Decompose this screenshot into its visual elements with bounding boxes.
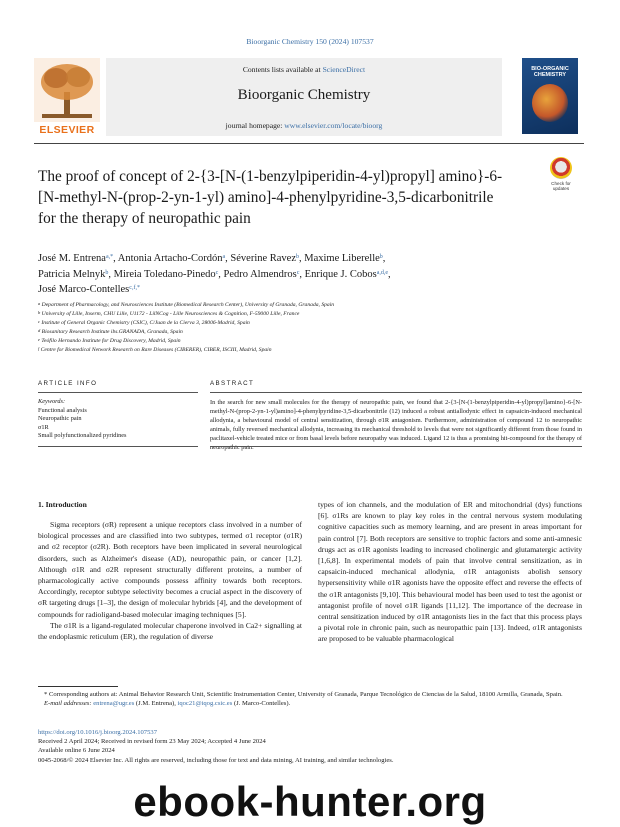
affiliation-item <box>38 319 583 328</box>
email-link-entrena[interactable]: entrena@ugr.es <box>93 700 135 708</box>
corresponding-author-footnote <box>38 690 583 708</box>
author-name[interactable]: José M. Entrena <box>38 253 106 264</box>
abstract-bottom-divider <box>210 446 582 447</box>
email-link-marco[interactable]: iqoc21@iqog.csic.es <box>177 700 233 708</box>
affiliation-item <box>38 301 583 310</box>
author-affiliation-marker[interactable]: c <box>296 269 300 276</box>
affiliation-key: c <box>38 318 40 324</box>
journal-title: Bioorganic Chemistry <box>237 87 371 103</box>
author-affiliation-marker[interactable]: c <box>215 269 219 276</box>
header-divider <box>34 143 584 144</box>
elsevier-tree-icon <box>34 58 100 122</box>
body-paragraph: Sigma receptors (σR) represent a unique receptors class involved in a number of biological processes and are classified into two subtypes, termed σ1 receptor (σ1R) and σ2 receptor (σ2R). Both receptors have been implicated in several neurological disorders, such as Alzheimer's disease (AD), neuropathic pain, or cancer [1,2]. Although σ1R and σ2R represent structurally different proteins, a number of pharmacologically active compounds possess affinity towards both receptors. Accordingly, receptor subtype selectivity becomes a crucial aspect in the discovery of σR targeting drugs [1–3], the design of molecular hybrids [4], and the development of compounds for radioligand-based molecular imaging techniques [5]. <box>38 520 302 619</box>
corresponding-note: * Corresponding authors at: Animal Behavior Research Unit, Scientific Instrumentation Center, University of Granada, Parque Tecnológico de Ciencias de la Salud, 18100 Armilla, Granada, Spain. <box>44 691 563 698</box>
abstract-divider <box>210 392 582 393</box>
affiliation-list <box>38 301 583 354</box>
abstract-heading: ABSTRACT <box>210 380 255 387</box>
keyword-item: Functional analysis <box>38 406 87 414</box>
introduction-heading: 1. Introduction <box>38 500 87 509</box>
author-name[interactable]: Patricia Melnyk <box>38 268 106 280</box>
affiliation-key: f <box>38 345 40 351</box>
author-affiliation-marker[interactable]: c,f,* <box>129 285 140 291</box>
affiliation-text: Institute of General Organic Chemistry (CSIC), C/Juan de la Cierva 3, 28006-Madrid, Spain <box>40 319 250 326</box>
journal-reference[interactable]: Bioorganic Chemistry 150 (2024) 107537 <box>246 37 374 46</box>
homepage-link[interactable]: www.elsevier.com/locate/bioorg <box>284 121 383 130</box>
sciencedirect-link[interactable]: ScienceDirect <box>322 65 366 74</box>
author-affiliation-marker[interactable]: a,* <box>105 254 114 260</box>
author-name[interactable]: Enrique J. Cobos <box>304 268 377 280</box>
journal-masthead <box>34 58 584 138</box>
affiliation-key: a <box>38 301 41 306</box>
affiliation-text: Biosanitary Research Institute ibs.GRANADA, Granada, Spain <box>40 328 183 335</box>
affiliation-item <box>38 310 583 319</box>
cover-artwork <box>532 84 568 122</box>
author-name[interactable]: José Marco-Contelles <box>38 284 130 295</box>
homepage-line <box>106 121 502 130</box>
author-affiliation-marker[interactable]: a <box>222 254 226 260</box>
keyword-item: σ1R <box>38 423 49 431</box>
article-info-heading: ARTICLE INFO <box>38 380 98 387</box>
journal-cover-image <box>522 58 578 134</box>
masthead-center-panel <box>106 58 502 136</box>
doi-link[interactable]: https://doi.org/10.1016/j.bioorg.2024.107537 <box>38 729 157 736</box>
author-name[interactable]: Séverine Ravez <box>230 253 297 264</box>
author-affiliation-marker[interactable]: a,d,e <box>376 269 389 276</box>
author-name[interactable]: Mireia Toledano-Pinedo <box>113 268 216 280</box>
emails-label: E-mail addresses: <box>44 700 92 708</box>
affiliation-text: University of Lille, Inserm, CHU Lille, U1172 - LilNCog - Lille Neurosciences & Cognition, F-59000 Lille, France <box>40 310 300 317</box>
article-info-bottom-divider <box>38 446 198 447</box>
affiliation-key: b <box>38 309 41 315</box>
keyword-item: Small polyfunctionalized pyridines <box>38 432 127 440</box>
cover-title: BIO-ORGANIC CHEMISTRY <box>531 66 569 78</box>
author-name[interactable]: Pedro Almendros <box>223 268 297 280</box>
body-paragraph: The σ1R is a ligand-regulated molecular chaperone involved in Ca2+ signalling at the endoplasmic reticulum (ER), the regulation of diverse <box>38 620 302 642</box>
author-affiliation-marker[interactable]: b <box>296 254 300 260</box>
check-updates-label: Check for updates <box>551 181 571 191</box>
keywords-label: Keywords: <box>38 398 66 405</box>
author-list: José M. Entrena$^{a,*}$, Antonia Artacho-Cordón$^a$, Séverine Ravez$^b$, Maxime Liberelle$^b$, Patricia Melnyk$^b$, Mireia Toledano-Pinedo$^c$, Pedro Almendros$^c$, Enrique J. Cobos$^{a,d,e}$, José Marco-Contelles$^{c,f,*}$ <box>38 253 391 295</box>
author-name[interactable]: Maxime Liberelle <box>304 253 380 264</box>
affiliation-item <box>38 337 583 346</box>
author-name[interactable]: Antonia Artacho-Cordón <box>117 253 223 264</box>
footnote-divider <box>38 686 118 687</box>
elsevier-logo <box>34 58 100 134</box>
email-owner: (J.M. Entrena), <box>135 700 176 708</box>
watermark: ebook-hunter.org <box>133 778 487 825</box>
affiliation-key: e <box>38 336 40 342</box>
article-title: The proof of concept of 2-{3-[N-(1-benzylpiperidin-4-yl)propyl] amino}-6-[N-methyl-N-(prop-2-yn-1-yl) amino]-4-phenylpyridine-3,5-dicarbonitrile for the therapy of neuropathic pain <box>38 168 503 227</box>
affiliation-text: Centre for Biomedical Network Research on Rare Diseases (CIBERER), CIBER, ISCIII, Madrid, Spain <box>39 346 272 353</box>
author-affiliation-marker[interactable]: b <box>379 254 383 260</box>
elsevier-wordmark: ELSEVIER <box>39 124 95 136</box>
affiliation-key: d <box>38 327 41 333</box>
article-info-divider <box>38 392 198 393</box>
contents-line <box>106 65 502 74</box>
available-online: Available online 6 June 2024 <box>38 747 115 755</box>
affiliation-item <box>38 328 583 337</box>
homepage-prefix: journal homepage: <box>225 121 285 130</box>
publication-history <box>38 728 583 765</box>
copyright-notice: 0045-2068/© 2024 Elsevier Inc. All rights are reserved, including those for text and data mining, AI training, and similar technologies. <box>38 756 394 764</box>
keywords-block <box>38 398 198 441</box>
email-owner: (J. Marco-Contelles). <box>233 700 291 708</box>
keyword-item: Neuropathic pain <box>38 415 82 423</box>
affiliation-item <box>38 346 583 355</box>
check-for-updates-button[interactable] <box>546 157 576 191</box>
body-paragraph: types of ion channels, and the modulation of ER and mitochondrial (dys) functions [6]. σ1Rs are known to play key roles in the central nervous system modulating cognitive capacities such as memory learning, and are present in areas important for pain control [7]. Both receptors are sensitive to trophic factors and some anti-amnesic drugs act as σ1R agonists leading to increased cholinergic and glutamatergic activity [1,6,8]. In experimental models of pain that involve central sensitization, as in capsaicin-induced mechanical allodynia, σ1R antagonists abolish sensory hypersensitivity while σ1R agonists have the opposite effect and reverse the effects of the σ1R antagonists [9,10]. This behavioural model has been used to test the agonist or antagonist profile of novel σ1R ligands [11,12]. The importance of the decrease in central sensitization induced by σ1R antagonists lies in the fact that this process plays a pivotal role in chronic pain, such as neuropathic pain [13]. Indeed, σ1R antagonists are proposed to be valuable pharmacological <box>318 500 582 644</box>
check-updates-icon <box>550 157 572 179</box>
body-column-right <box>318 499 582 645</box>
affiliation-text: Teófilo Hernando Institute for Drug Discovery, Madrid, Spain <box>40 337 181 344</box>
affiliation-text: Department of Pharmacology, and Neurosciences Institute (Biomedical Research Center), University of Granada, Granada, Spain <box>40 302 335 308</box>
received-dates: Received 2 April 2024; Received in revised form 23 May 2024; Accepted 4 June 2024 <box>38 738 266 746</box>
contents-prefix: Contents lists available at <box>242 65 323 74</box>
body-column-left <box>38 519 302 642</box>
abstract-text: In the search for new small molecules for the therapy of neuropathic pain, we found that 2-{3-[N-(1-benzylpiperidin-4-yl)propyl]amino}-6-[N-methyl-N-(prop-2-yn-1-yl)amino]-4-phenylpyridine-3,5-dicarbonitrile (12) induced a robust antiallodynic effect in capsaicin-induced mechanical allodynia, a behavioural model of central sensitization, through σ1R antagonism. Furthermore, administration of compound 12 to neuropathic animals, fully reversed mechanical allodynia, increasing its mechanical threshold to levels that were not significantly different from those found in paclitaxel-vehicle treated mice or from basal levels before neuropathy was induced. Ligand 12 is thus a promising hit-compound for the therapy of neuropathic pain. <box>210 399 582 451</box>
author-affiliation-marker[interactable]: b <box>105 269 109 276</box>
